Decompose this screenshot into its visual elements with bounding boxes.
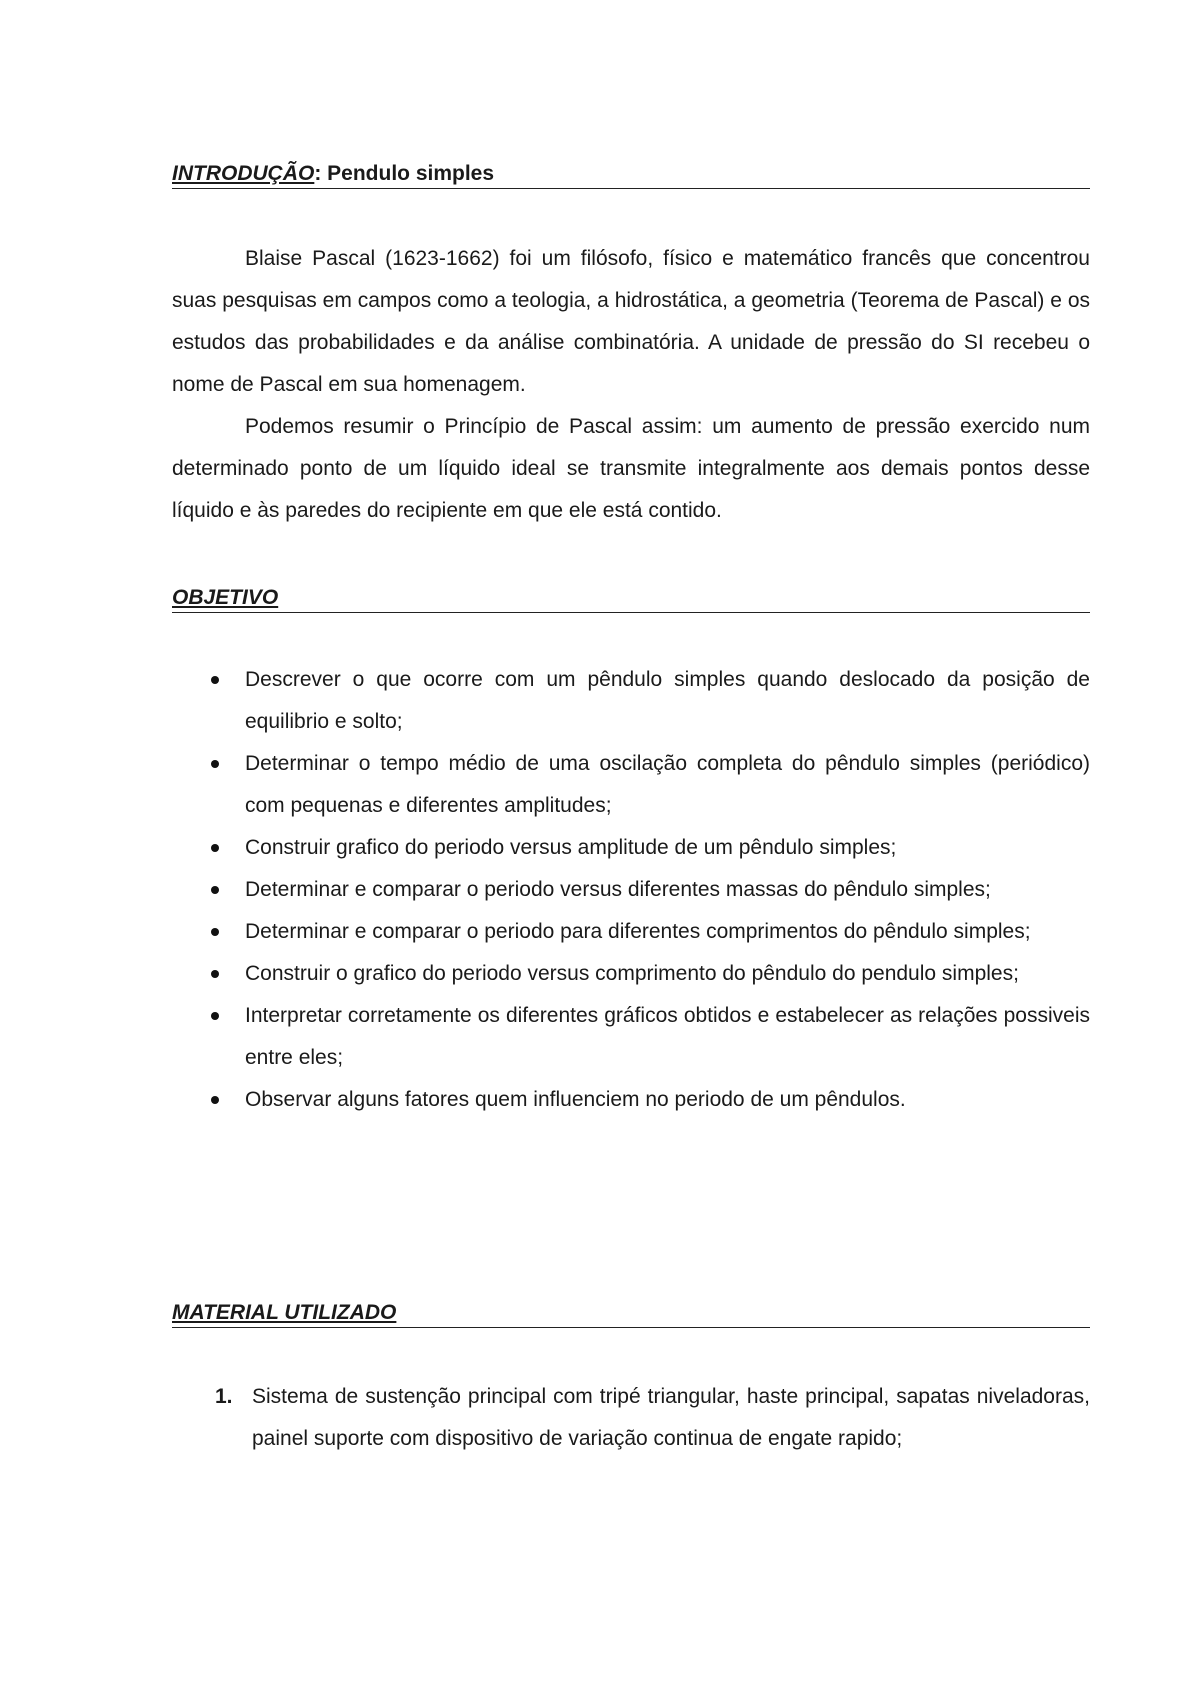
bullet-icon: [211, 676, 219, 684]
bullet-icon: [211, 1096, 219, 1104]
objective-item: [172, 659, 1090, 743]
materials-heading: [172, 1300, 1090, 1328]
bullet-icon: [211, 928, 219, 936]
objective-item-text: Interpretar corretamente os diferentes gráficos obtidos e estabelecer as relações possiveis entre eles;: [245, 1004, 1090, 1069]
materials-item-number: 1.: [215, 1385, 233, 1408]
objective-item-text: Descrever o que ocorre com um pêndulo simples quando deslocado da posição de equilibrio e solto;: [245, 668, 1090, 733]
objective-item: [172, 995, 1090, 1079]
bullet-icon: [211, 844, 219, 852]
introduction-paragraph-1: Blaise Pascal (1623-1662) foi um filósofo, físico e matemático francês que concentrou suas pesquisas em campos como a teologia, a hidrostática, a geometria (Teorema de Pascal) e os estudos das probabilidades e da análise combinatória. A unidade de pressão do SI recebeu o nome de Pascal em sua homenagem.: [172, 247, 1090, 396]
objective-item: [172, 953, 1090, 995]
objective-item-text: Determinar e comparar o periodo para diferentes comprimentos do pêndulo simples;: [245, 920, 1031, 943]
objective-item: [172, 827, 1090, 869]
objective-item-text: Construir grafico do periodo versus amplitude de um pêndulo simples;: [245, 836, 897, 859]
objective-item-text: Determinar e comparar o periodo versus diferentes massas do pêndulo simples;: [245, 878, 991, 901]
materials-list: [172, 1376, 1090, 1460]
introduction-title: Pendulo simples: [327, 162, 495, 185]
objective-item: [172, 1079, 1090, 1121]
materials-item-text: Sistema de sustenção principal com tripé triangular, haste principal, sapatas niveladoras, painel suporte com dispositivo de variação continua de engate rapido;: [252, 1385, 1090, 1450]
objective-item: [172, 911, 1090, 953]
introduction-paragraph-2: Podemos resumir o Princípio de Pascal assim: um aumento de pressão exercido num determinado ponto de um líquido ideal se transmite integralmente aos demais pontos desse líquido e às paredes do recipiente em que ele está contido.: [172, 415, 1090, 522]
introduction-separator: :: [314, 162, 328, 185]
bullet-icon: [211, 760, 219, 768]
objective-label: OBJETIVO: [172, 586, 279, 609]
objective-list: [172, 659, 1090, 1121]
bullet-icon: [211, 970, 219, 978]
bullet-icon: [211, 1012, 219, 1020]
introduction-label: INTRODUÇÃO: [172, 162, 315, 185]
objective-heading: [172, 585, 1090, 613]
objective-item-text: Construir o grafico do periodo versus comprimento do pêndulo do pendulo simples;: [245, 962, 1019, 985]
bullet-icon: [211, 886, 219, 894]
introduction-heading: [172, 161, 1090, 189]
objective-item: [172, 743, 1090, 827]
materials-item: [172, 1376, 1090, 1460]
objective-item: [172, 869, 1090, 911]
objective-item-text: Observar alguns fatores quem influenciem no periodo de um pêndulos.: [245, 1088, 906, 1111]
objective-item-text: Determinar o tempo médio de uma oscilação completa do pêndulo simples (periódico) com pequenas e diferentes amplitudes;: [245, 752, 1090, 817]
materials-label: MATERIAL UTILIZADO: [172, 1301, 397, 1324]
